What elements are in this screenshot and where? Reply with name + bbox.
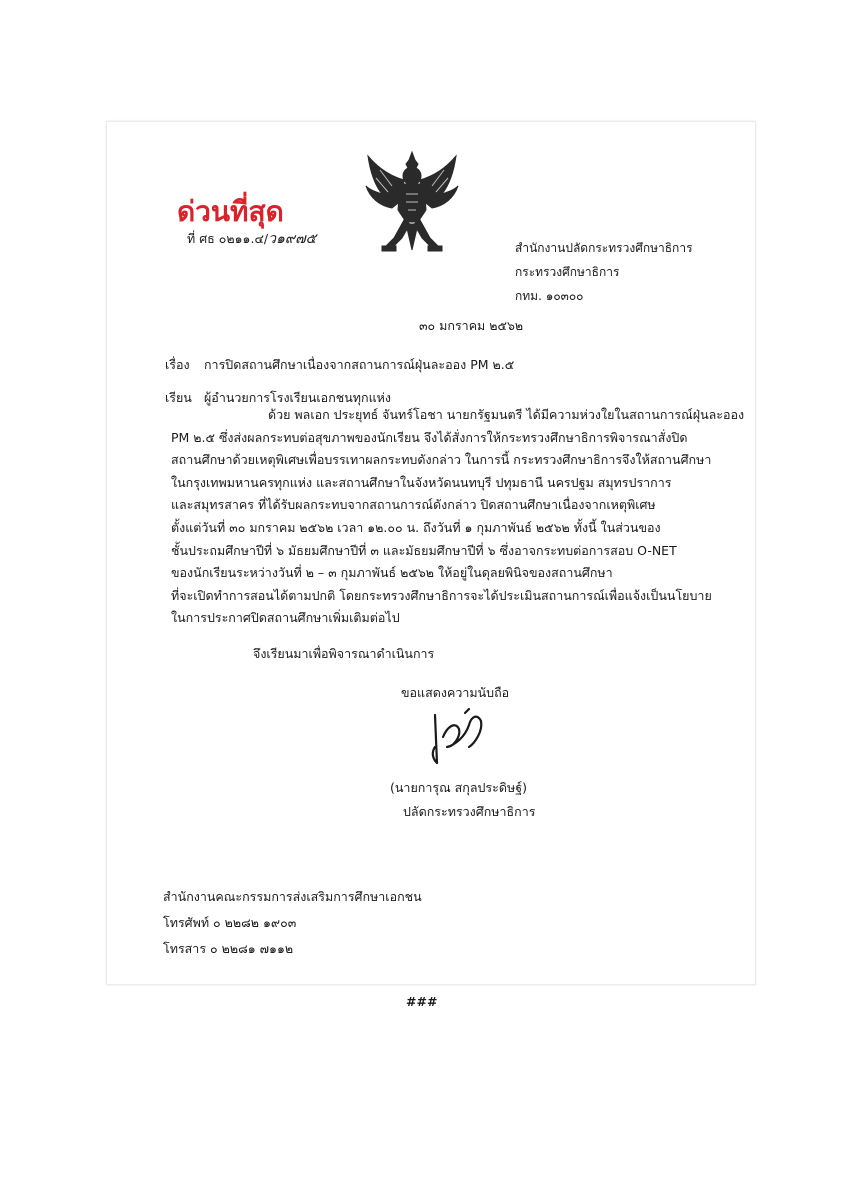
body-line: และสมุทรสาคร ที่ได้รับผลกระทบจากสถานการณ์ดังกล่าว ปิดสถานศึกษาเนื่องจากเหตุพิเศษ [171,497,656,513]
contact-footer [163,884,422,962]
body-line: ชั้นประถมศึกษาปีที่ ๖ มัธยมศึกษาปีที่ ๓ และมัธยมศึกษาปีที่ ๖ ซึ่งอาจกระทบต่อการสอบ O-NET [171,542,677,558]
reference-number [187,228,316,250]
closing-request: จึงเรียนมาเพื่อพิจารณาดำเนินการ [253,646,435,661]
garuda-emblem-icon [360,150,464,258]
body-line: ที่จะเปิดทำการสอนได้ตามปกติ โดยกระทรวงศึกษาธิการจะได้ประเมินสถานการณ์เพื่อแจ้งเป็นนโยบาย [171,587,712,603]
recipient-text: ผู้อำนวยการโรงเรียนเอกชนทุกแห่ง [203,390,391,405]
signer-name: (นายการุณ สกุลประดิษฐ์) [390,780,527,795]
subject-label: เรื่อง [165,357,190,372]
letter-date: ๓๐ มกราคม ๒๕๖๒ [419,318,524,333]
footer-fax: โทรสาร ๐ ๒๒๘๑ ๗๑๑๒ [163,941,294,956]
page-marker: ### [406,994,438,1009]
signature-mark [425,707,495,769]
footer-office: สำนักงานคณะกรรมการส่งเสริมการศึกษาเอกชน [163,889,422,904]
subject-text: การปิดสถานศึกษาเนื่องจากสถานการณ์ฝุ่นละออง PM ๒.๕ [203,357,515,372]
subject-line [165,355,514,375]
reference-handwritten: ว๑๙๗๕ [268,231,317,247]
closing-salutation: ขอแสดงความนับถือ [401,685,510,700]
body-line: ตั้งแต่วันที่ ๓๐ มกราคม ๒๕๖๒ เวลา ๑๒.๐๐ น. ถึงวันที่ ๑ กุมภาพันธ์ ๒๕๖๒ ทั้งนี้ ในส่วนของ [171,519,661,535]
letter-body [171,404,745,630]
signer-block [390,776,535,824]
body-line: ของนักเรียนระหว่างวันที่ ๒ – ๓ กุมภาพันธ์ ๒๕๖๒ ให้อยู่ในดุลยพินิจของสถานศึกษา [171,565,613,581]
body-line: ด้วย พลเอก ประยุทธ์ จันทร์โอชา นายกรัฐมนตรี ได้มีความห่วงใยในสถานการณ์ฝุ่นละออง [268,407,745,422]
office-line: สำนักงานปลัดกระทรวงศึกษาธิการ [515,241,693,255]
body-line: PM ๒.๕ ซึ่งส่งผลกระทบต่อสุขภาพของนักเรียน จึงได้สั่งการให้กระทรวงศึกษาธิการพิจารณาสั่งปิด [171,429,688,445]
urgency-heading: ด่วนที่สุด [177,195,284,228]
body-line: ในกรุงเทพมหานครทุกแห่ง และสถานศึกษาในจังหวัดนนทบุรี ปทุมธานี นครปฐม สมุทรปราการ [171,474,672,490]
body-line: สถานศึกษาด้วยเหตุพิเศษเพื่อบรรเทาผลกระทบดังกล่าว ในการนี้ กระทรวงศึกษาธิการจึงให้สถานศึกษา [171,452,712,468]
recipient-label: เรียน [165,390,192,405]
office-line: กระทรวงศึกษาธิการ [515,265,620,279]
signer-title: ปลัดกระทรวงศึกษาธิการ [403,804,536,819]
body-line: ในการประกาศปิดสถานศึกษาเพิ่มเติมต่อไป [171,610,400,626]
footer-phone: โทรศัพท์ ๐ ๒๒๘๒ ๑๙๐๓ [163,915,297,930]
letter-sheet [106,121,756,985]
office-line: กทม. ๑๐๓๐๐ [515,289,584,303]
reference-prefix: ที่ ศธ ๐๒๑๑.๔/ [187,231,269,246]
issuing-office [515,236,693,308]
